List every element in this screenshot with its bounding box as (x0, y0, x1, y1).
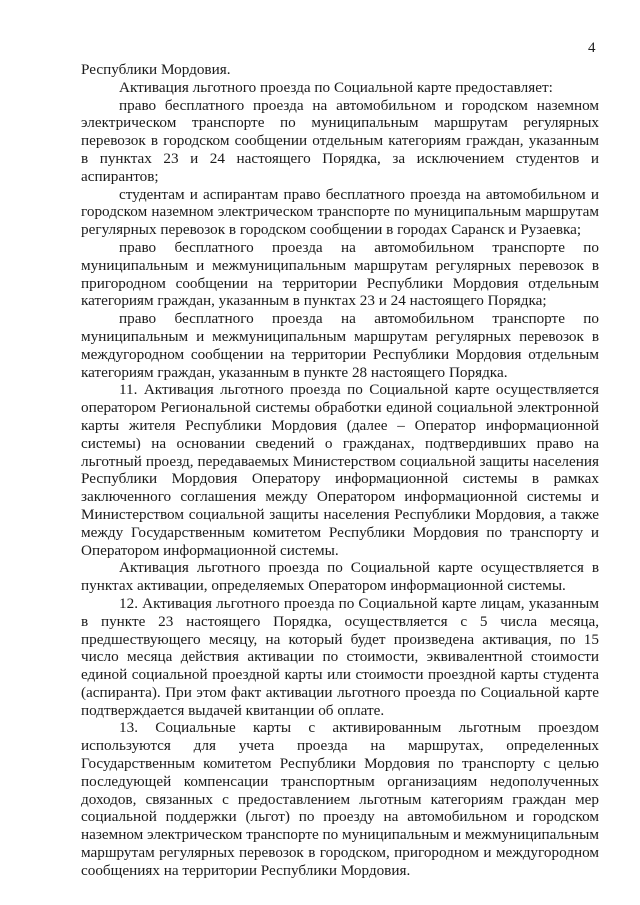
page-number: 4 (588, 40, 596, 56)
paragraph-suburban-free-travel: право бесплатного проезда на автомобильном транспорте по муниципальным и межмуниципальным маршрутам регулярных перевозок в пригородном сообщении на территории Республики Мордовия отдельным категориям граждан, указанным в пунктах 23 и 24 настоящего Порядка; (81, 238, 599, 310)
paragraph-intercity-free-travel: право бесплатного проезда на автомобильном транспорте по муниципальным и межмуниципальным маршрутам регулярных перевозок в междугородном сообщении на территории Республики Мордовия отдельным категориям граждан, указанным в пункте 28 настоящего Порядка. (81, 310, 599, 381)
paragraph-continuation: Республики Мордовия. (81, 61, 231, 78)
paragraph-activation-points: Активация льготного проезда по Социальной карте осуществляется в пунктах активации, определяемых Оператором информационной системы. (81, 559, 599, 595)
paragraph-students-free-travel: студентам и аспирантам право бесплатного проезда на автомобильном и городском наземном электрическом транспорте по муниципальным маршрутам регулярных перевозок в городском сообщении в городах Саранск и Рузаевка; (81, 185, 599, 239)
paragraph-urban-free-travel: право бесплатного проезда на автомобильном и городском наземном электрическом транспорте по муниципальным маршрутам регулярных перевозок в городском сообщении отдельным категориям граждан, указанным в пунктах 23 и 24 настоящего Порядка, за исключением студентов и аспирантов; (81, 96, 599, 185)
paragraph-item-12: 12. Активация льготного проезда по Социальной карте лицам, указанным в пункте 23 настоящего Порядка, осуществляется с 5 числа месяца, предшествующего месяцу, на который будет произведена активация, по 15 число месяца действия активации по стоимости, эквивалентной стоимости единой социальной проездной карты или стоимости проездной карты студента (аспиранта). При этом факт активации льготного проезда по Социальной карте подтверждается выдачей квитанции об оплате. (81, 594, 599, 719)
paragraph-activation-intro: Активация льготного проезда по Социальной карте предоставляет: (119, 78, 553, 96)
document-body (81, 61, 599, 880)
paragraph-item-11: 11. Активация льготного проезда по Социальной карте осуществляется оператором Региональной системы обработки единой социальной электронной карты жителя Республики Мордовия (далее – Оператор информационной системы) на основании сведений о гражданах, подтвердивших право на льготный проезд, передаваемых Министерством социальной защиты населения Республики Мордовия Оператору информационной системы в рамках заключенного соглашения между Оператором информационной системы и Министерством социальной защиты населения Республики Мордовия, а также между Государственным комитетом Республики Мордовия по транспорту и Оператором информационной системы. (81, 381, 599, 559)
paragraph-item-13: 13. Социальные карты с активированным льготным проездом используются для учета проезда на маршрутах, определенных Государственным комитетом Республики Мордовия по транспорту с целью последующей компенсации транспортным организациям недополученных доходов, связанных с предоставлением льготным категориям граждан мер социальной поддержки (льгот) по проезду на автомобильном и городском наземном электрическом транспорте по муниципальным и межмуниципальным маршрутам регулярных перевозок в городском, пригородном и междугородном сообщениях на территории Республики Мордовия. (81, 719, 599, 879)
